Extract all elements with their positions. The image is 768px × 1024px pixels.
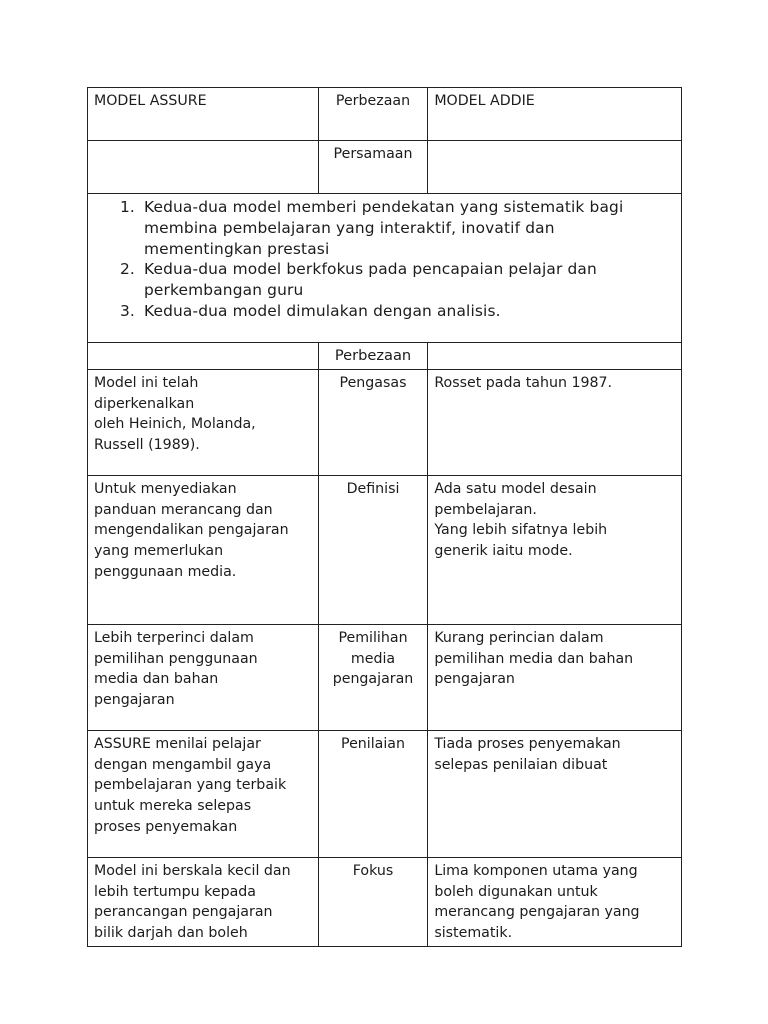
empty-cell bbox=[428, 343, 682, 370]
assure-cell bbox=[88, 369, 319, 475]
assure-cell bbox=[88, 475, 319, 624]
cell-text-line: Yang lebih sifatnya lebih bbox=[434, 522, 608, 539]
aspect-label: Definisi bbox=[346, 480, 400, 497]
aspect-label: media bbox=[350, 650, 396, 667]
similarity-item: 3. Kedua-dua model dimulakan dengan analisis. bbox=[140, 301, 675, 322]
differences-header-row bbox=[88, 343, 682, 370]
subheader-perbezaan: Perbezaan bbox=[318, 343, 428, 370]
cell-text-line: panduan merancang dan bbox=[94, 501, 273, 518]
similarities-list bbox=[94, 197, 675, 322]
similarities-row bbox=[88, 194, 682, 343]
cell-text-line: Lebih terperinci dalam bbox=[94, 629, 254, 646]
cell-text-line: oleh Heinich, Molanda, bbox=[94, 416, 256, 433]
cell-text-line: proses penyemakan bbox=[94, 818, 238, 835]
header-row bbox=[88, 88, 682, 141]
addie-cell bbox=[428, 369, 682, 475]
cell-text-line: pembelajaran yang terbaik bbox=[94, 777, 287, 794]
difference-row-definisi bbox=[88, 475, 682, 624]
addie-cell bbox=[428, 857, 682, 946]
cell-text-line: perancangan pengajaran bbox=[94, 904, 273, 921]
cell-text-line: Tiada proses penyemakan bbox=[434, 735, 621, 752]
cell-text-line: yang memerlukan bbox=[94, 543, 224, 560]
cell-text-line: sistematik. bbox=[434, 925, 513, 942]
aspect-cell bbox=[318, 475, 428, 624]
difference-row-penilaian bbox=[88, 730, 682, 857]
cell-text-line: diperkenalkan bbox=[94, 395, 195, 412]
aspect-label: Penilaian bbox=[341, 735, 405, 752]
cell-text-line: lebih tertumpu kepada bbox=[94, 883, 256, 900]
difference-row-pemilihan-media bbox=[88, 624, 682, 730]
persamaan-row bbox=[88, 141, 682, 194]
assure-cell bbox=[88, 730, 319, 857]
cell-text-line: pengajaran bbox=[434, 671, 515, 688]
assure-cell bbox=[88, 624, 319, 730]
aspect-label: Pemilihan bbox=[338, 629, 408, 646]
cell-text-line: Russell (1989). bbox=[94, 437, 200, 454]
aspect-label: Pengasas bbox=[339, 374, 407, 391]
aspect-cell bbox=[318, 624, 428, 730]
aspect-cell bbox=[318, 730, 428, 857]
cell-text-line: generik iaitu mode. bbox=[434, 543, 573, 560]
similarities-cell bbox=[88, 194, 682, 343]
empty-cell bbox=[88, 343, 319, 370]
cell-text-line: media dan bahan bbox=[94, 671, 219, 688]
cell-text-line: Kurang perincian dalam bbox=[434, 629, 604, 646]
cell-text-line: mengendalikan pengajaran bbox=[94, 522, 289, 539]
cell-text-line: pengajaran bbox=[94, 692, 175, 709]
cell-text-line: penggunaan media. bbox=[94, 563, 237, 580]
cell-text-line: Model ini berskala kecil dan bbox=[94, 862, 291, 879]
addie-cell bbox=[428, 624, 682, 730]
similarity-item: 2. Kedua-dua model berkfokus pada pencapaian pelajar dan perkembangan guru bbox=[140, 259, 675, 301]
aspect-cell bbox=[318, 369, 428, 475]
empty-cell bbox=[88, 141, 319, 194]
empty-cell bbox=[428, 141, 682, 194]
aspect-cell bbox=[318, 857, 428, 946]
addie-cell bbox=[428, 475, 682, 624]
aspect-label: pengajaran bbox=[332, 671, 414, 688]
cell-text-line: ASSURE menilai pelajar bbox=[94, 735, 261, 752]
cell-text-line: dengan mengambil gaya bbox=[94, 756, 272, 773]
assure-cell bbox=[88, 857, 319, 946]
header-persamaan: Persamaan bbox=[318, 141, 428, 194]
cell-text-line: Lima komponen utama yang bbox=[434, 862, 638, 879]
cell-text-line: Ada satu model desain bbox=[434, 480, 597, 497]
header-model-addie: MODEL ADDIE bbox=[428, 88, 682, 141]
cell-text-line: pemilihan penggunaan bbox=[94, 650, 258, 667]
comparison-table bbox=[87, 87, 682, 947]
cell-text-line: Model ini telah bbox=[94, 374, 199, 391]
cell-text-line: untuk mereka selepas bbox=[94, 798, 252, 815]
cell-text-line: Rosset pada tahun 1987. bbox=[434, 374, 613, 391]
cell-text-line: selepas penilaian dibuat bbox=[434, 756, 608, 773]
similarity-item: 1. Kedua-dua model memberi pendekatan yang sistematik bagi membina pembelajaran yang interaktif, inovatif dan mementingkan prestasi bbox=[140, 197, 675, 259]
header-perbezaan: Perbezaan bbox=[318, 88, 428, 141]
addie-cell bbox=[428, 730, 682, 857]
header-model-assure: MODEL ASSURE bbox=[88, 88, 319, 141]
cell-text-line: pemilihan media dan bahan bbox=[434, 650, 634, 667]
cell-text-line: bilik darjah dan boleh bbox=[94, 925, 248, 942]
cell-text-line: merancang pengajaran yang bbox=[434, 904, 640, 921]
aspect-label: Fokus bbox=[352, 862, 394, 879]
difference-row-pengasas bbox=[88, 369, 682, 475]
difference-row-fokus bbox=[88, 857, 682, 946]
cell-text-line: pembelajaran. bbox=[434, 501, 537, 518]
cell-text-line: boleh digunakan untuk bbox=[434, 883, 598, 900]
cell-text-line: Untuk menyediakan bbox=[94, 480, 237, 497]
